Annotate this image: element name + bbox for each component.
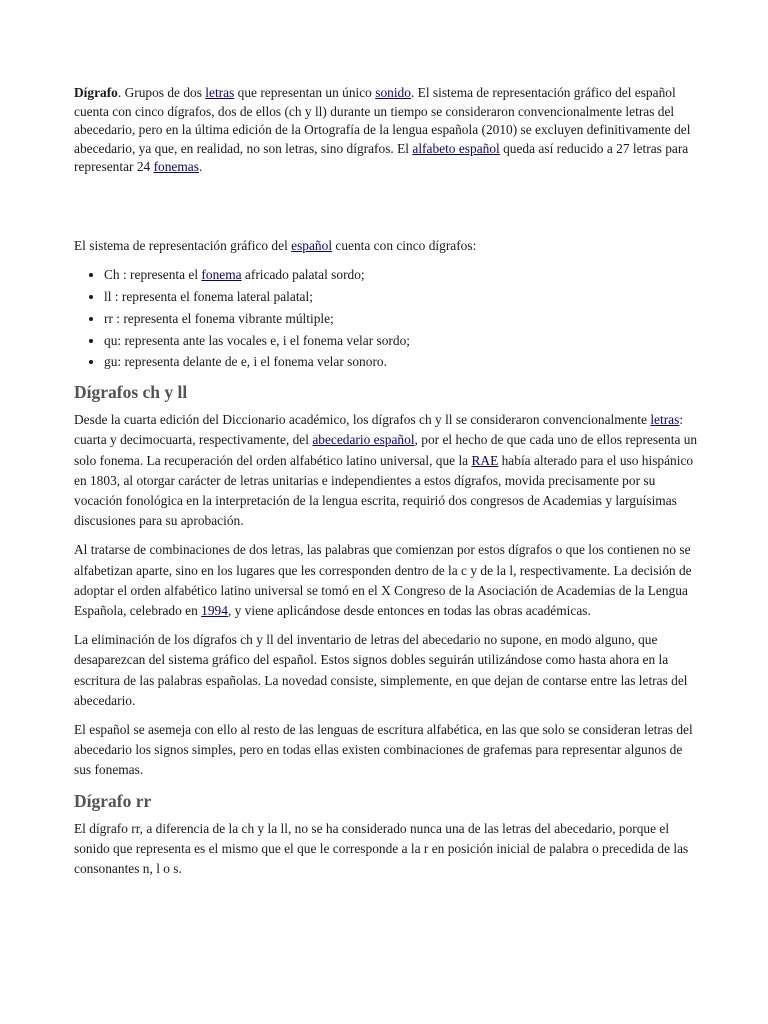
text: Ch : representa el [104, 267, 202, 283]
text: . Grupos de dos [117, 85, 206, 100]
text: El sistema de representación gráfico del [74, 238, 292, 253]
lead-paragraph [74, 236, 698, 256]
list-item: • ll : representa el fonema lateral palatal; [104, 286, 698, 308]
link-letras[interactable]: letras [650, 412, 680, 428]
heading-digrafo-rr: Dígrafo rr [74, 790, 152, 811]
text: Desde la cuarta edición del Diccionario académico, los dígrafos ch y ll se consideraron convencionalmente [74, 412, 651, 428]
paragraph: La eliminación de los dígrafos ch y ll del inventario de letras del abecedario no supone, en modo alguno, que desaparezcan del sistema gráfico del español. Estos signos dobles seguirán utilizándose como hasta ahora en la escritura de las palabras españolas. La novedad consiste, simplemente, en que dejan de contarse entre las letras del abecedario. [74, 632, 688, 708]
list-item: • qu: representa ante las vocales e, i el fonema velar sordo; [104, 330, 698, 352]
text: . El sistema de representación gráfico del español cuenta con cinco dígrafos, dos de ellos (ch y ll) durante un tiempo se consideraron convencionalmente letras del abecedario, pero en la última edición de la Ortografía de la lengua española (2010) se excluyen definitivamente del abecedario, ya que, en realidad, no son letras, sino dígrafos. El [74, 85, 691, 156]
paragraph: El dígrafo rr, a diferencia de la ch y la ll, no se ha considerado nunca una de las letras del abecedario, porque el sonido que representa es el mismo que el que le corresponde a la r en posición inicial de palabra o precedida de las consonantes n, l o s. [74, 820, 689, 877]
paragraph [74, 410, 698, 531]
link-sonido[interactable]: sonido [375, 85, 411, 100]
link-abecedario-espanol[interactable]: abecedario español [312, 432, 415, 448]
list-item [104, 264, 698, 286]
text: había alterado para el uso hispánico en 1803, al otorgar carácter de letras unitarias e independientes a estos dígrafos, movida precisamente por su vocación fonológica en la interpretación de la lengua escrita, requirió dos congresos de Academias y larguísimas discusiones para su aprobación. [74, 452, 694, 529]
text: : cuarta y decimocuarta, respectivamente, del [74, 412, 684, 448]
intro-paragraph [74, 84, 696, 177]
heading-digrafos-ch-ll: Dígrafos ch y ll [74, 382, 188, 403]
text: cuenta con cinco dígrafos: [332, 238, 477, 253]
link-espanol[interactable]: español [291, 238, 333, 253]
text: Al tratarse de combinaciones de dos letras, las palabras que comienzan por estos dígrafos o que los contienen no se alfabetizan aparte, sino en los lugares que les corresponden dentro de la c y de la l, respectivamente. La decisión de adoptar el orden alfabético latino universal se tomó en el X Congreso de la Asociación de Academias de la Lengua Española, celebrado en [74, 542, 692, 619]
term-digrafo: Dígrafo [74, 85, 118, 100]
paragraph [74, 540, 698, 621]
list-item: • rr : representa el fonema vibrante múltiple; [104, 308, 698, 330]
digraph-list [74, 264, 698, 373]
text: . [198, 159, 203, 174]
text: queda así reducido a 27 letras para representar 24 [74, 140, 689, 174]
main-content [74, 236, 698, 888]
link-letras[interactable]: letras [205, 85, 235, 100]
text: que representan un único [234, 85, 376, 100]
paragraph: El español se asemeja con ello al resto de las lenguas de escritura alfabética, en las que solo se consideran letras del abecedario los signos simples, pero en todas ellas existen combinaciones de grafemas para representar algunos de sus fonemas. [74, 722, 693, 778]
text: africado palatal sordo; [241, 267, 365, 283]
text: , y viene aplicándose desde entonces en todas las obras académicas. [227, 603, 591, 619]
text: , por el hecho de que cada uno de ellos representa un solo fonema. La recuperación del orden alfabético latino universal, que la [74, 432, 698, 468]
list-item: • gu: representa delante de e, i el fonema velar sonoro. [104, 351, 698, 373]
link-fonema[interactable]: fonema [201, 267, 242, 283]
link-rae[interactable]: RAE [471, 452, 499, 468]
link-alfabeto-espanol[interactable]: alfabeto español [412, 140, 500, 156]
link-fonemas[interactable]: fonemas [153, 159, 199, 174]
link-1994[interactable]: 1994 [201, 603, 228, 619]
